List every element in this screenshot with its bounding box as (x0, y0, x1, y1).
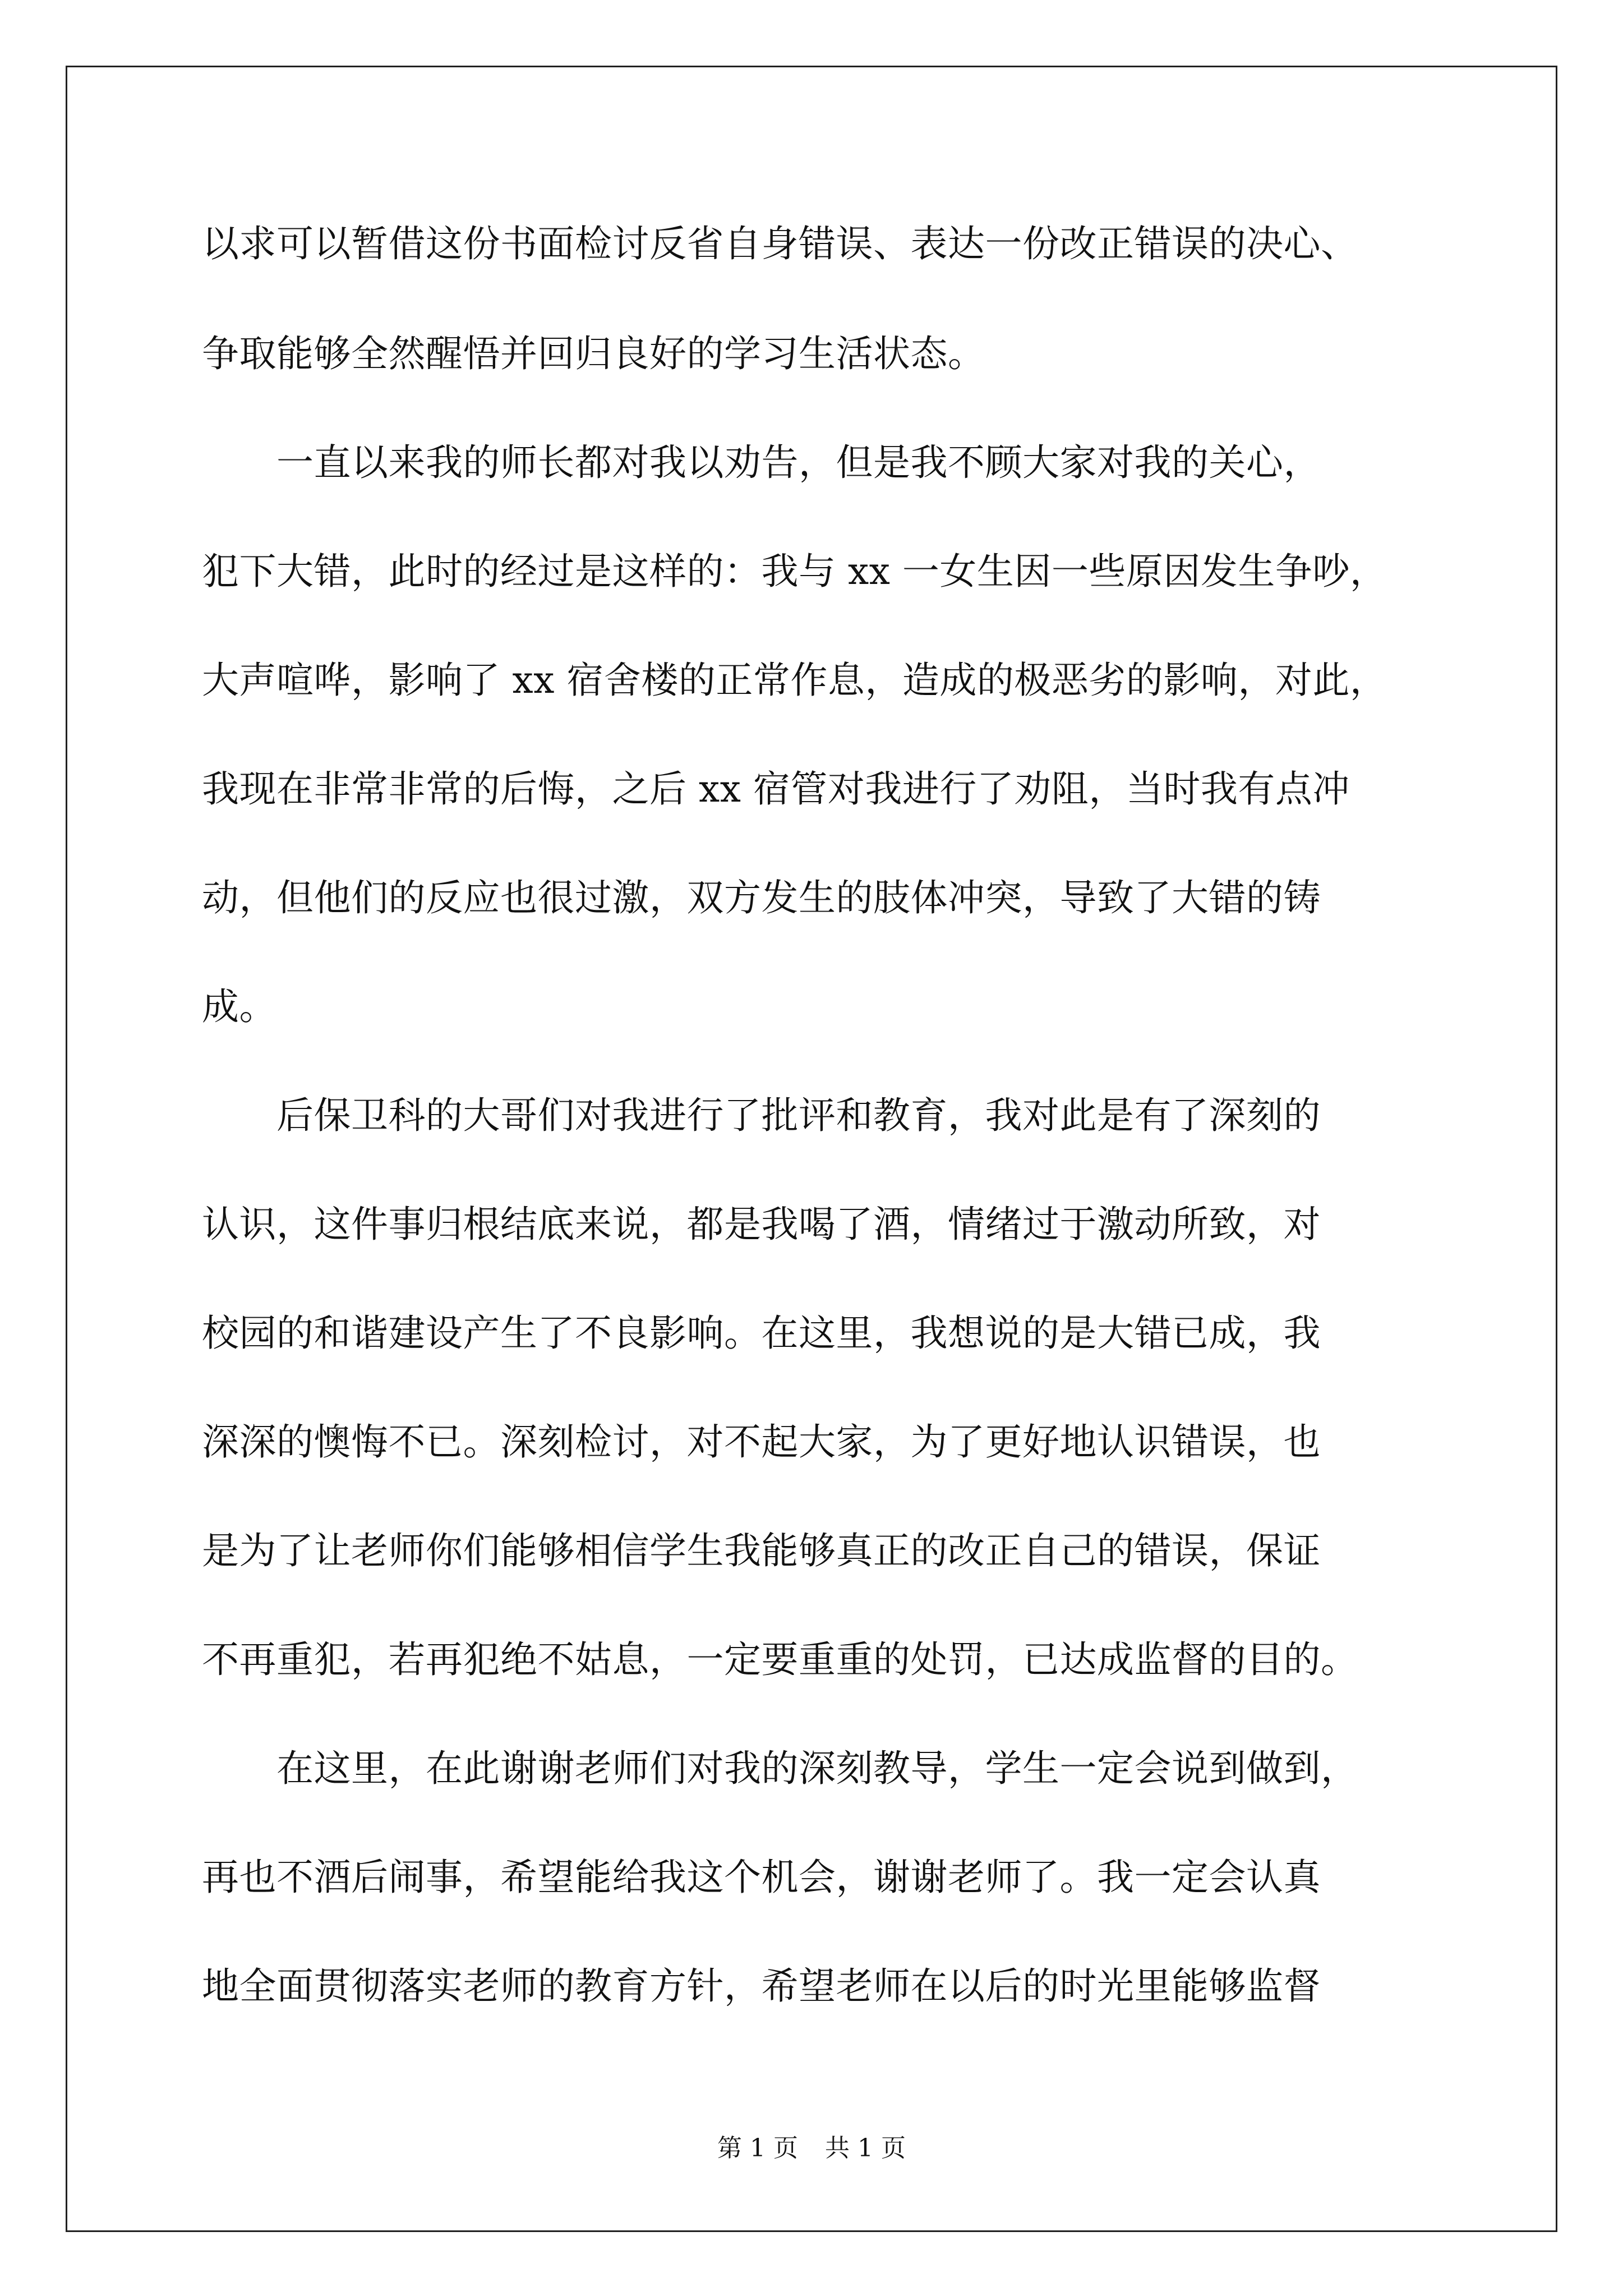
text-line: 在这里，在此谢谢老师们对我的深刻教导，学生一定会说到做到， (202, 1747, 1358, 1790)
text-line: 犯下大错，此时的经过是这样的：我与 xx 一女生因一些原因发生争吵， (202, 550, 1387, 593)
text-line: 争取能够全然醒悟并回归良好的学习生活状态。 (202, 332, 985, 375)
text-line: 后保卫科的大哥们对我进行了批评和教育，我对此是有了深刻的 (202, 1094, 1321, 1137)
text-line: 我现在非常非常的后悔，之后 xx 宿管对我进行了劝阻，当时我有点冲 (202, 767, 1350, 811)
text-line: 以求可以暂借这份书面检讨反省自身错误、表达一份改正错误的决心、 (202, 222, 1358, 265)
text-line: 校园的和谐建设产生了不良影响。在这里，我想说的是大错已成，我 (202, 1312, 1321, 1355)
text-line: 再也不酒后闹事，希望能给我这个机会，谢谢老师了。我一定会认真 (202, 1856, 1321, 1899)
text-line: 地全面贯彻落实老师的教育方针，希望老师在以后的时光里能够监督 (202, 1964, 1321, 2008)
text-line: 成。 (202, 985, 276, 1028)
page-number: 第 1 页 (717, 2134, 798, 2162)
page-total: 共 1 页 (825, 2134, 906, 2162)
text-line: 深深的懊悔不已。深刻检讨，对不起大家，为了更好地认识错误，也 (202, 1420, 1321, 1464)
text-line: 不再重犯，若再犯绝不姑息，一定要重重的处罚，已达成监督的目的。 (202, 1638, 1358, 1681)
text-line: 认识，这件事归根结底来说，都是我喝了酒，情绪过于激动所致，对 (202, 1203, 1321, 1246)
text-line: 动，但他们的反应也很过激，双方发生的肢体冲突，导致了大错的铸 (202, 876, 1321, 919)
text-line: 一直以来我的师长都对我以劝告，但是我不顾大家对我的关心， (202, 441, 1321, 484)
text-line: 大声喧哗，影响了 xx 宿舍楼的正常作息，造成的极恶劣的影响，对此， (202, 659, 1387, 702)
text-line: 是为了让老师你们能够相信学生我能够真正的改正自己的错误，保证 (202, 1529, 1321, 1572)
page-footer (0, 2136, 1623, 2161)
page-border (66, 66, 1557, 2232)
